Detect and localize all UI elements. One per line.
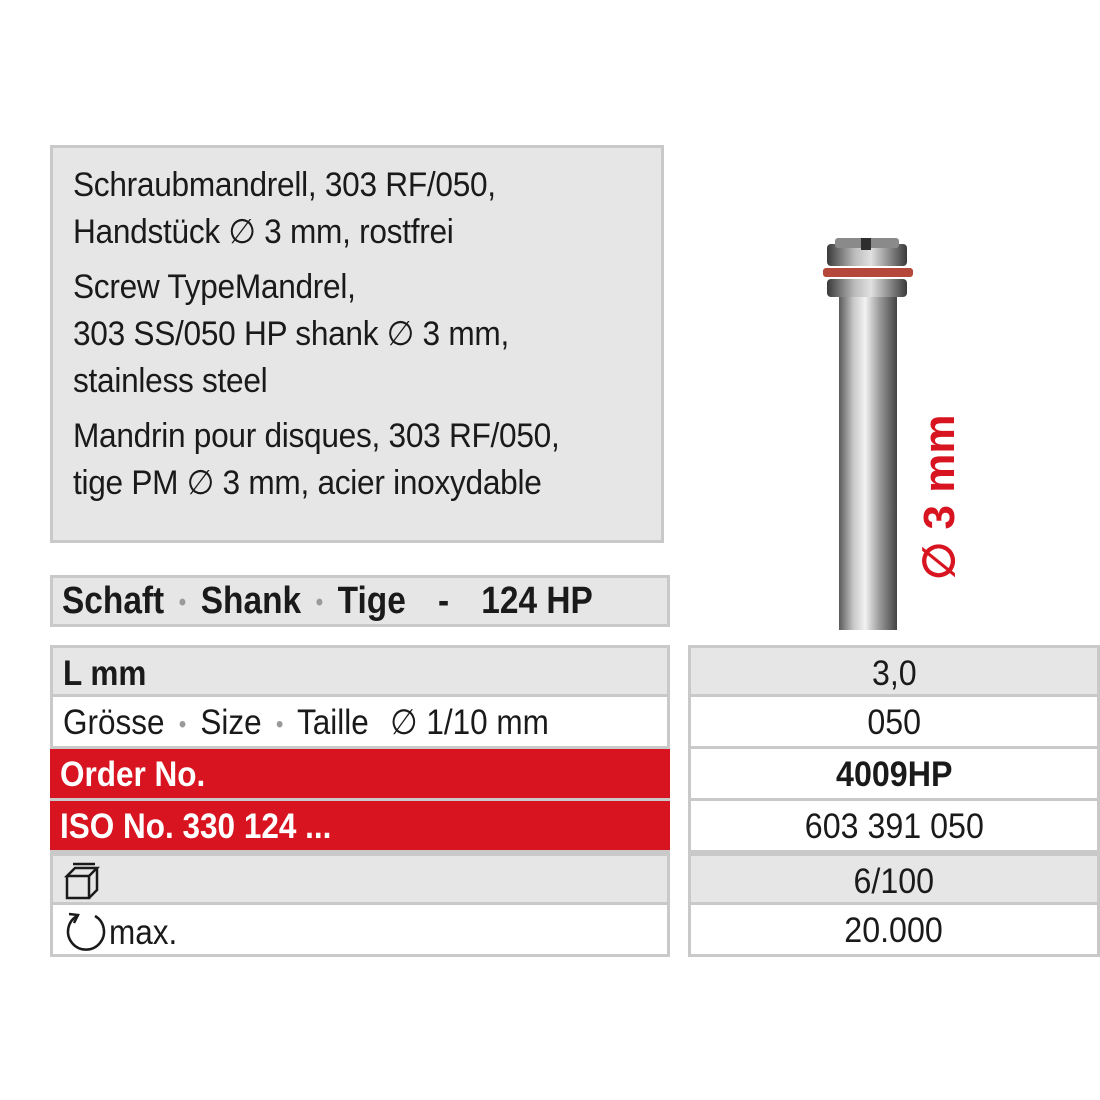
package-box-icon [63, 862, 103, 902]
shank-dash: - [437, 580, 450, 622]
pack-label-cell [50, 853, 670, 905]
row-size [50, 697, 921, 749]
description-line: tige PM ∅ 3 mm, acier inoxydable [73, 464, 542, 502]
size-label-fr: Taille [297, 703, 369, 742]
diameter-dimension [902, 375, 972, 585]
size-label-unit: ∅ 1/10 mm [390, 703, 549, 742]
description-french [73, 413, 620, 507]
row-iso [50, 801, 984, 853]
description-line: 303 SS/050 HP shank ∅ 3 mm, [73, 315, 509, 353]
size-label-cell [50, 697, 670, 749]
order-label-cell [50, 749, 670, 801]
iso-label: ISO No. 330 124 ... [60, 807, 332, 846]
separator-dot: • [275, 710, 284, 738]
pack-value: 6/100 [853, 862, 935, 901]
order-value-cell [688, 749, 1100, 801]
description-panel [50, 145, 664, 543]
description-german [73, 162, 620, 256]
description-english [73, 264, 620, 405]
shank-word-fr: Tige [337, 580, 406, 622]
description-line: Handstück ∅ 3 mm, rostfrei [73, 213, 454, 251]
separator-dot: • [178, 588, 187, 616]
rpm-label: max. [109, 912, 178, 952]
row-length [50, 645, 917, 697]
iso-value: 603 391 050 [804, 807, 984, 846]
order-label: Order No. [60, 755, 206, 794]
separator-dot: • [315, 588, 324, 616]
length-value: 3,0 [871, 654, 917, 693]
description-line: Screw TypeMandrel, [73, 268, 356, 306]
shank-header [50, 575, 670, 627]
length-value-cell [688, 645, 1100, 697]
row-pack [50, 853, 935, 905]
order-value: 4009HP [835, 755, 953, 794]
separator-dot: • [178, 710, 187, 738]
size-label-en: Size [200, 703, 262, 742]
length-label: L mm [63, 654, 147, 693]
shank-code: 124 HP [481, 580, 593, 622]
rpm-value-cell [688, 905, 1100, 957]
description-line: stainless steel [73, 362, 268, 400]
diameter-label: ∅ 3 mm [915, 414, 964, 580]
length-label-cell [50, 645, 670, 697]
shank-word-de: Schaft [62, 580, 165, 622]
description-line: Mandrin pour disques, 303 RF/050, [73, 417, 560, 455]
iso-value-cell [688, 801, 1100, 853]
iso-label-cell [50, 801, 670, 853]
pack-value-cell [688, 853, 1100, 905]
mandrel-illustration [805, 230, 915, 630]
size-value-cell [688, 697, 1100, 749]
description-line: Schraubmandrell, 303 RF/050, [73, 166, 496, 204]
rpm-label-cell [50, 905, 670, 957]
rotation-arrow-icon [63, 908, 109, 952]
size-value: 050 [867, 703, 921, 742]
size-label-de: Grösse [63, 703, 165, 742]
row-order [50, 749, 953, 801]
row-rpm [50, 905, 944, 957]
rpm-value: 20.000 [844, 911, 944, 950]
shank-word-en: Shank [200, 580, 302, 622]
